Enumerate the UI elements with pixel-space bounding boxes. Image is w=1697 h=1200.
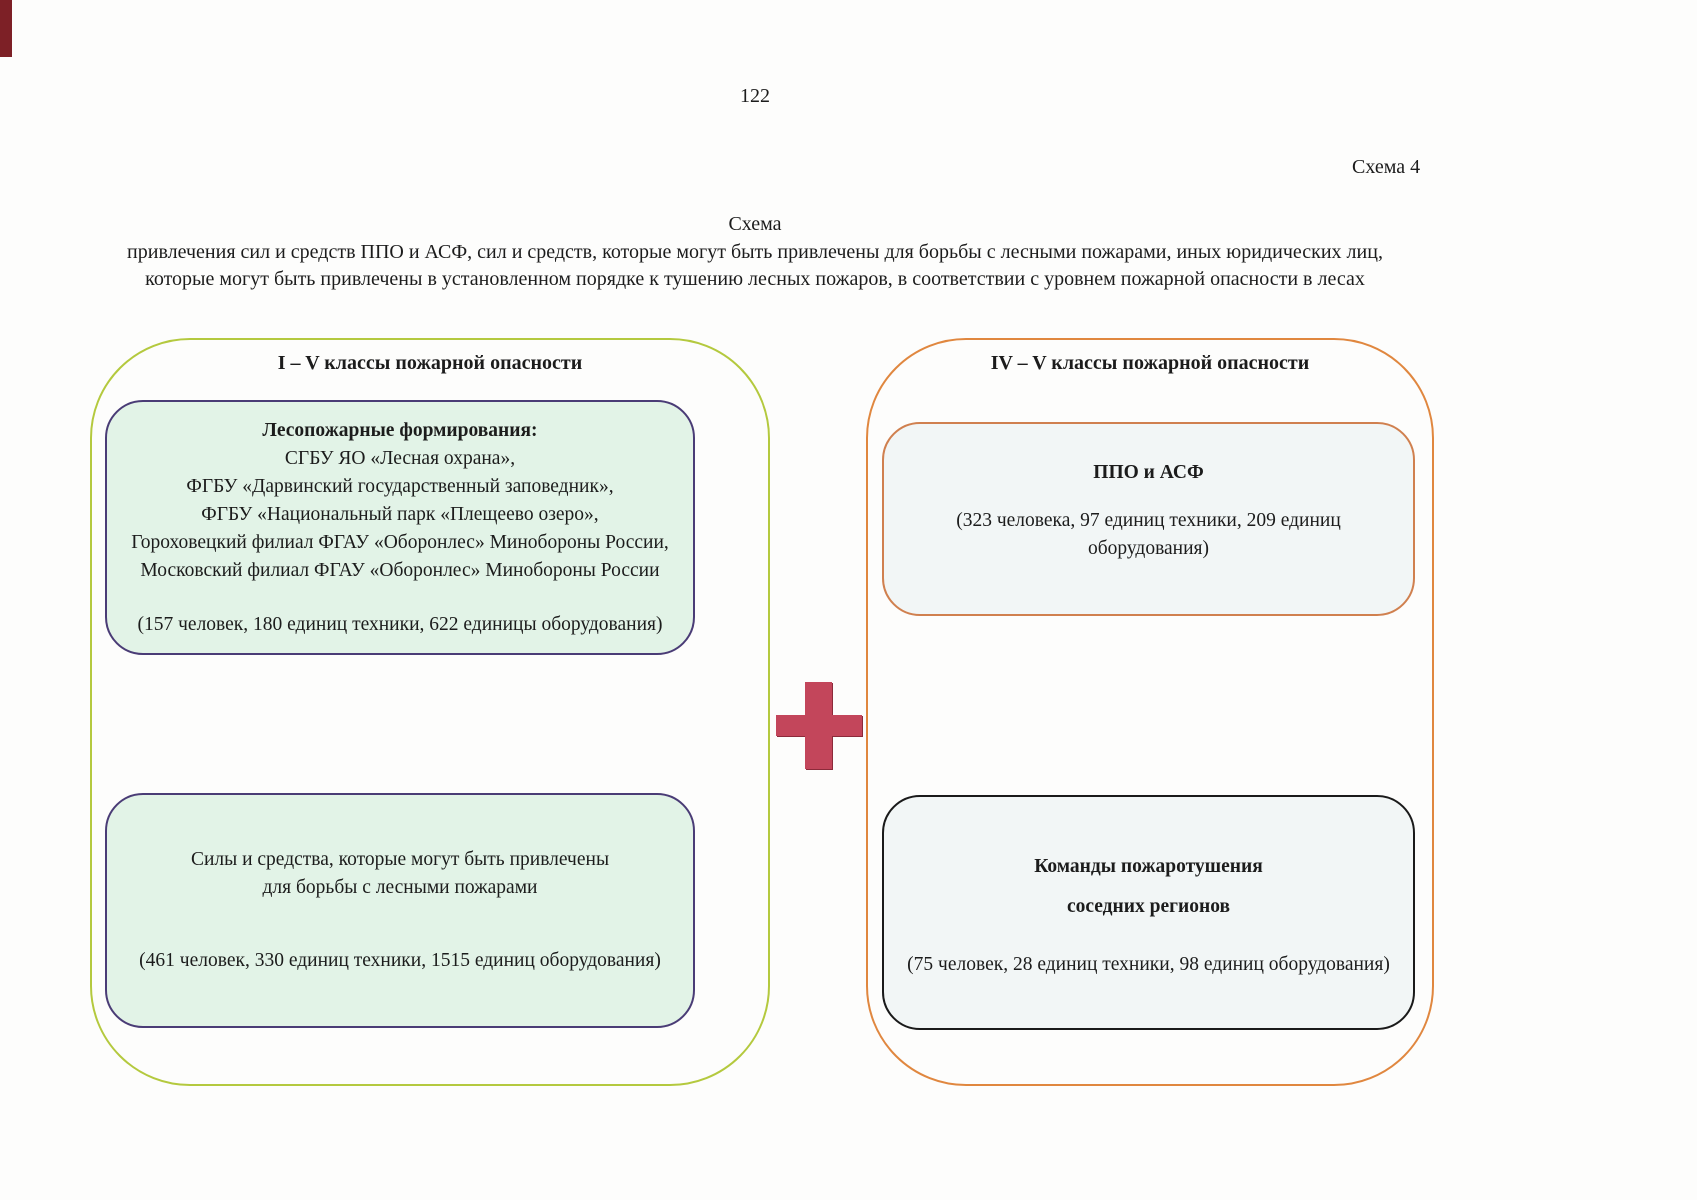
attracted-forces-box: [105, 793, 695, 1028]
stats-line: (157 человек, 180 единиц техники, 622 единицы оборудования): [137, 613, 663, 635]
fire-teams-box-title: Команды пожаротушения: [1034, 855, 1263, 877]
schema-number-label: Схема 4: [1352, 156, 1421, 178]
fire-teams-box: [882, 795, 1415, 1030]
forest-fire-units-box-title: Лесопожарные формирования:: [262, 419, 538, 441]
plus-icon-horizontal-bar: [776, 715, 862, 736]
schema-title-line: Схема: [728, 213, 782, 235]
schema-title-line: привлечения сил и средств ППО и АСФ, сил и средств, которые могут быть привлечены для борьбы с лесными пожарами, иных юридических лиц,: [127, 240, 1383, 263]
org-line: Московский филиал ФГАУ «Оборонлес» Минобороны России: [140, 559, 660, 581]
right-panel-header: IV – V классы пожарной опасности: [990, 352, 1310, 374]
stats-line: (323 человека, 97 единиц техники, 209 единиц оборудования): [956, 510, 1341, 559]
org-line: ФГБУ «Дарвинский государственный заповедник»,: [186, 475, 614, 497]
left-panel-header: I – V классы пожарной опасности: [277, 352, 583, 374]
org-line: Гороховецкий филиал ФГАУ «Оборонлес» Минобороны России,: [131, 531, 669, 553]
org-line: СГБУ ЯО «Лесная охрана»,: [284, 447, 516, 469]
ppo-asf-box: [882, 422, 1415, 616]
stats-line: (75 человек, 28 единиц техники, 98 единиц оборудования): [907, 953, 1390, 975]
attracted-forces-line: для борьбы с лесными пожарами: [262, 877, 538, 898]
fire-teams-box-title: соседних регионов: [1066, 895, 1231, 917]
org-line: ФГБУ «Национальный парк «Плещеево озеро»,: [201, 503, 599, 525]
stats-line: (461 человек, 330 единиц техники, 1515 единиц оборудования): [139, 950, 661, 971]
scan-artifact: [0, 0, 12, 57]
attracted-forces-line: Силы и средства, которые могут быть привлечены: [190, 849, 610, 870]
left-fire-danger-panel: [90, 338, 770, 1086]
schema-title-line: которые могут быть привлечены в установленном порядке к тушению лесных пожаров, в соответствии с уровнем пожарной опасности в лесах: [145, 268, 1365, 290]
plus-icon: [776, 682, 862, 769]
forest-fire-units-box: [105, 400, 695, 655]
ppo-asf-box-title: ППО и АСФ: [1093, 462, 1204, 483]
page-number: 122: [740, 85, 770, 107]
schema-title: [0, 211, 1510, 294]
right-fire-danger-panel: [866, 338, 1434, 1086]
